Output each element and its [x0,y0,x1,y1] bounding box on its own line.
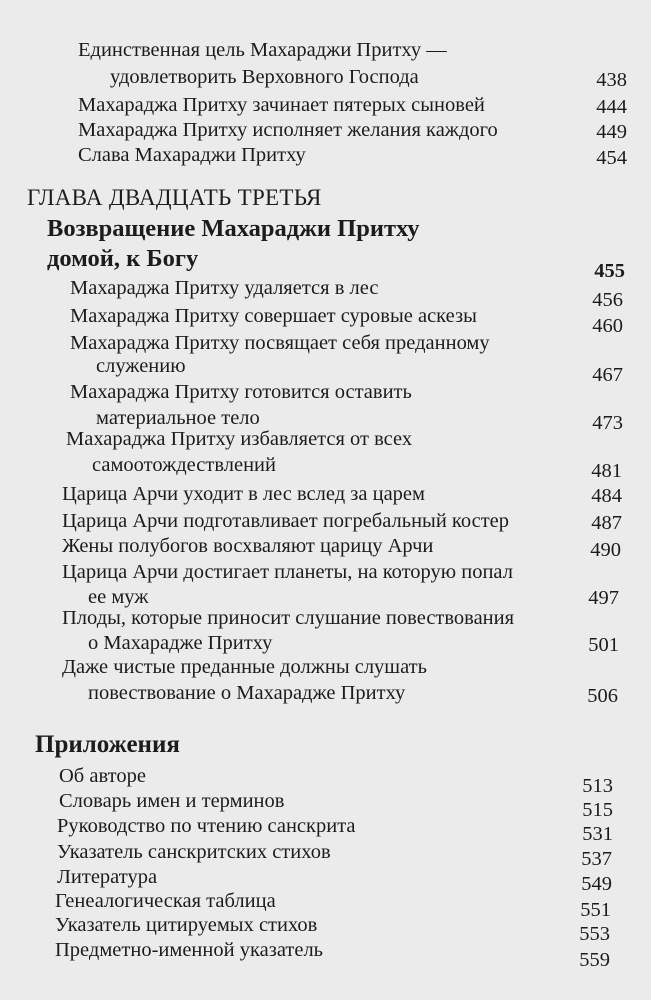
toc-entry-line: Даже чистые преданные должны слушать [62,656,427,678]
toc-entry-line: Махараджа Притху посвящает себя преданному [70,332,490,354]
toc-page-number: 513 [582,775,613,797]
toc-entry-line: Махараджа Притху удаляется в лес [70,277,379,299]
toc-page-number: 490 [590,539,621,561]
toc-entry-line: Плоды, которые приносит слушание повествования [62,607,515,629]
toc-entry-line: Жены полубогов восхваляют царицу Арчи [62,535,434,557]
toc-page-number: 444 [596,96,627,118]
toc-page-number: 449 [596,121,627,143]
toc-page-number: 454 [596,147,627,169]
toc-page-number: 549 [581,873,612,895]
toc-entry-line: Царица Арчи достигает планеты, на которую попал [62,561,513,583]
toc-page-number: 553 [579,923,610,945]
toc-entry-line: Царица Арчи уходит в лес вслед за царем [62,483,425,505]
chapter-page-number: 455 [594,260,625,282]
toc-entry-line: служению [96,355,186,377]
toc-entry-line: Литература [57,866,158,888]
toc-entry-line: Руководство по чтению санскрита [57,815,356,837]
toc-entry-line: Махараджа Притху совершает суровые аскезы [70,305,477,327]
toc-entry-line: Единственная цель Махараджи Притху — [78,39,447,61]
chapter-title: Возвращение Махараджи Притху [47,215,420,242]
chapter-title: домой, к Богу [47,245,199,272]
toc-page-number: 497 [588,587,619,609]
toc-entry-line: Махараджа Притху исполняет желания каждого [78,119,498,141]
toc-entry-line: ее муж [88,586,149,608]
toc-entry-line: Предметно-именной указатель [55,939,324,961]
toc-page-number: 467 [592,364,623,386]
toc-entry-line: Указатель цитируемых стихов [55,914,318,936]
toc-entry-line: Царица Арчи подготавливает погребальный костер [62,510,510,532]
toc-entry-line: Слава Махараджи Притху [78,144,306,166]
toc-entry-line: о Махарадже Притху [88,632,273,654]
toc-page-number: 559 [579,949,610,971]
chapter-label: ГЛАВА ДВАДЦАТЬ ТРЕТЬЯ [27,185,322,210]
toc-page-number: 531 [582,823,613,845]
toc-entry-line: Словарь имен и терминов [59,790,285,812]
appendix-heading: Приложения [35,731,180,758]
toc-entry-line: Махараджа Притху избавляется от всех [66,428,413,450]
toc-entry-line: удовлетворить Верховного Господа [110,66,419,88]
toc-entry-line: Генеалогическая таблица [55,890,276,912]
toc-page-number: 456 [592,289,623,311]
toc-page-number: 473 [592,412,623,434]
toc-entry-line: Махараджа Притху готовится оставить [70,381,412,403]
toc-page-number: 501 [588,634,619,656]
toc-entry-line: материальное тело [96,407,260,429]
toc-entry-line: Указатель санскритских стихов [57,841,331,863]
toc-page-number: 484 [591,485,622,507]
toc-entry-line: повествование о Махарадже Притху [88,682,406,704]
toc-page-number: 506 [587,685,618,707]
toc-page-number: 515 [582,799,613,821]
toc-page-number: 487 [591,512,622,534]
toc-page-number: 481 [591,460,622,482]
toc-entry-line: Об авторе [59,765,146,787]
toc-entry-line: самоотождествлений [92,454,276,476]
toc-page-number: 537 [581,848,612,870]
toc-page-number: 460 [592,315,623,337]
toc-page-number: 551 [580,899,611,921]
toc-page-number: 438 [596,69,627,91]
toc-entry-line: Махараджа Притху зачинает пятерых сыновей [78,94,485,116]
